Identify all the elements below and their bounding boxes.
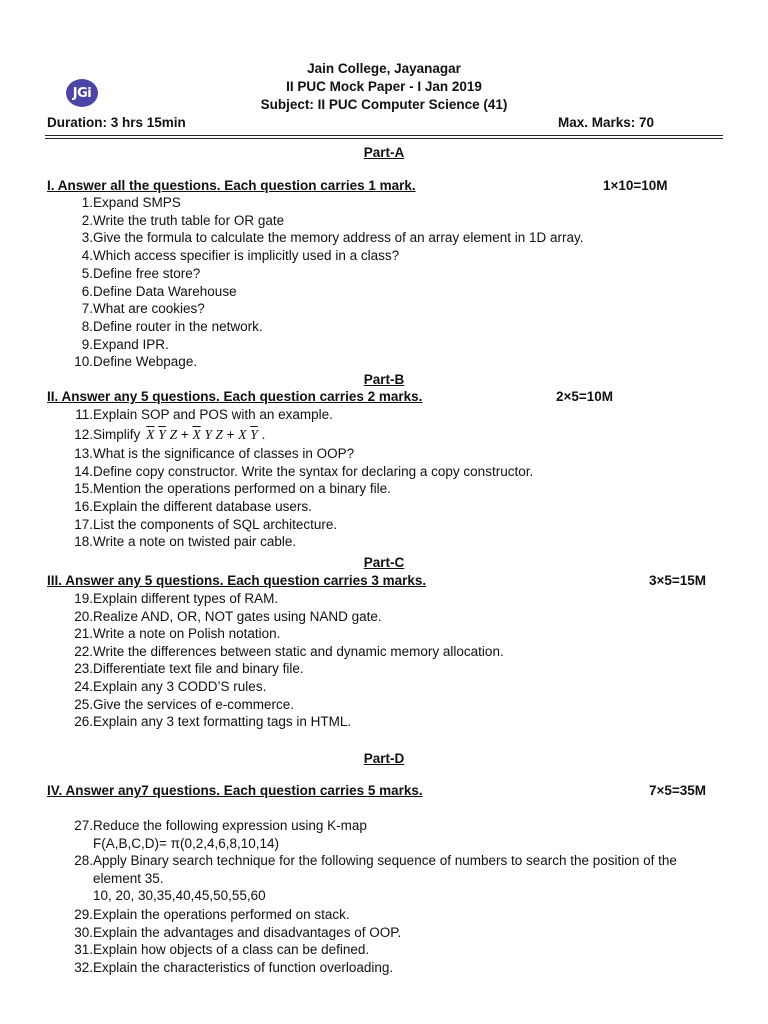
question-number: 27. xyxy=(74,818,93,833)
part-d-title: Part-D xyxy=(363,751,405,766)
question-10 xyxy=(62,353,722,371)
question-27 xyxy=(62,817,722,852)
question-number: 13. xyxy=(74,446,93,462)
question-text: Define free store? xyxy=(93,265,201,281)
college-name: Jain College, Jayanagar xyxy=(307,61,461,76)
question-number: 12. xyxy=(74,426,93,442)
logo-text: JGi xyxy=(72,85,92,101)
question-number: 22. xyxy=(74,643,93,659)
question-text: What are cookies? xyxy=(93,301,205,317)
question-22 xyxy=(62,643,722,661)
question-text: Explain any 3 text formatting tags in HTML. xyxy=(93,714,352,730)
question-number: 31. xyxy=(74,942,93,958)
question-21 xyxy=(62,625,722,643)
question-text: Explain how objects of a class can be defined. xyxy=(93,942,370,958)
question-number: 5. xyxy=(81,265,93,281)
question-text: Give the formula to calculate the memory address of an array element in 1D array. xyxy=(93,230,584,246)
question-1 xyxy=(62,194,722,212)
question-number: 20. xyxy=(74,608,93,624)
part-b-title: Part-B xyxy=(363,372,405,387)
question-text: Explain different types of RAM. xyxy=(93,591,279,606)
part-c-instruction: III. Answer any 5 questions. Each question carries 3 marks. xyxy=(47,573,427,588)
part-c-marks: 3×5=15M xyxy=(649,573,707,588)
question-13 xyxy=(62,445,722,463)
question-number: 2. xyxy=(81,212,93,228)
question-8 xyxy=(62,318,722,336)
question-text: Explain the different database users. xyxy=(93,499,312,514)
part-d-marks: 7×5=35M xyxy=(649,783,707,798)
question-text: Expand IPR. xyxy=(93,336,169,352)
question-text: Mention the operations performed on a binary file. xyxy=(93,481,391,497)
question-number: 8. xyxy=(81,318,93,334)
subject-title: Subject: II PUC Computer Science (41) xyxy=(260,97,508,112)
part-a-instruction: I. Answer all the questions. Each question carries 1 mark. xyxy=(47,178,416,193)
question-17 xyxy=(62,516,722,534)
question-26 xyxy=(62,713,722,731)
question-text: Reduce the following expression using K-map xyxy=(93,818,367,833)
question-23 xyxy=(62,660,722,678)
question-2 xyxy=(62,212,722,230)
question-11 xyxy=(62,406,722,424)
question-9 xyxy=(62,336,722,354)
part-b-instruction: II. Answer any 5 questions. Each question carries 2 marks. xyxy=(47,389,423,404)
question-3 xyxy=(62,229,722,247)
paper-title: II PUC Mock Paper - I Jan 2019 xyxy=(286,79,482,94)
question-4 xyxy=(62,247,722,265)
part-c-title: Part-C xyxy=(363,555,405,570)
question-29 xyxy=(62,906,722,924)
question-text: Define Data Warehouse xyxy=(93,283,237,299)
question-text: Differentiate text file and binary file. xyxy=(93,661,304,677)
question-text: List the components of SQL architecture. xyxy=(93,516,338,532)
question-number: 6. xyxy=(81,283,93,299)
question-15 xyxy=(62,480,722,498)
question-number: 7. xyxy=(81,301,93,317)
question-number: 25. xyxy=(74,696,93,712)
question-5 xyxy=(62,265,722,283)
question-number: 15. xyxy=(74,481,93,497)
question-30 xyxy=(62,924,722,942)
question-text: Explain any 3 CODD’S rules. xyxy=(93,679,267,694)
question-text: Define router in the network. xyxy=(93,318,263,334)
boolean-expression: $\overline{X}$ $\overline{Y}$ $Z + \overline{X}$ Y Z + X $\overline{Y}$ . xyxy=(146,426,266,442)
question-number: 23. xyxy=(74,661,93,677)
question-number: 4. xyxy=(81,248,93,264)
question-7 xyxy=(62,300,722,318)
question-text: Write the differences between static and dynamic memory allocation. xyxy=(93,643,504,659)
max-marks: Max. Marks: 70 xyxy=(558,115,655,130)
question-31 xyxy=(62,941,722,959)
question-25 xyxy=(62,696,722,714)
question-text: Explain the characteristics of function overloading. xyxy=(93,959,394,975)
question-20 xyxy=(62,608,722,626)
question-text-continued: element 35. xyxy=(93,870,164,886)
question-number: 11. xyxy=(75,407,93,422)
question-text: Which access specifier is implicitly used in a class? xyxy=(93,248,400,264)
question-text: Simplify $\overline{X}$ $\overline{Y}$ $Z + \overline{X}$ Y Z + X $\overline{Y}$ . xyxy=(93,426,266,442)
question-number: 9. xyxy=(81,336,93,352)
question-number: 30. xyxy=(74,924,93,940)
part-d-instruction: IV. Answer any7 questions. Each question carries 5 marks. xyxy=(47,783,423,798)
question-text: Give the services of e-commerce. xyxy=(93,696,295,712)
question-24 xyxy=(62,678,722,696)
question-number: 17. xyxy=(74,516,93,532)
question-number: 21. xyxy=(74,626,93,642)
question-text: Realize AND, OR, NOT gates using NAND gate. xyxy=(93,608,382,624)
question-32 xyxy=(62,959,722,977)
question-number: 1. xyxy=(81,195,93,210)
question-number: 18. xyxy=(74,534,93,550)
question-12 xyxy=(62,426,722,444)
header-divider-2 xyxy=(45,138,723,139)
question-text: Write the truth table for OR gate xyxy=(93,212,285,228)
question-text: Define Webpage. xyxy=(93,354,198,370)
question-28 xyxy=(62,852,722,905)
question-number: 10. xyxy=(74,354,93,370)
question-text: What is the significance of classes in OOP? xyxy=(93,446,355,462)
question-number: 29. xyxy=(74,907,93,922)
question-text: Define copy constructor. Write the syntax for declaring a copy constructor. xyxy=(93,463,534,479)
question-number: 14. xyxy=(74,463,93,479)
question-number: 32. xyxy=(74,959,93,975)
question-number: 19. xyxy=(74,591,93,606)
question-text: Explain the advantages and disadvantages of OOP. xyxy=(93,924,402,940)
question-number: 24. xyxy=(74,679,93,694)
question-text: Explain SOP and POS with an example. xyxy=(93,407,333,422)
question-text: Explain the operations performed on stack. xyxy=(93,907,350,922)
question-formula: F(A,B,C,D)= π(0,2,4,6,8,10,14) xyxy=(93,835,280,851)
question-sequence: 10, 20, 30,35,40,45,50,55,60 xyxy=(93,888,266,904)
question-text: Apply Binary search technique for the following sequence of numbers to search the position of the xyxy=(93,853,677,868)
question-18 xyxy=(62,533,722,551)
duration: Duration: 3 hrs 15min xyxy=(47,115,186,130)
question-text: Write a note on twisted pair cable. xyxy=(93,534,297,550)
question-19 xyxy=(62,590,722,608)
question-number: 16. xyxy=(74,499,93,514)
question-text: Write a note on Polish notation. xyxy=(93,626,281,642)
header-divider xyxy=(45,135,723,136)
question-6 xyxy=(62,283,722,301)
question-number: 3. xyxy=(81,230,93,246)
part-b-marks: 2×5=10M xyxy=(556,389,614,404)
part-a-title: Part-A xyxy=(363,145,405,160)
question-14 xyxy=(62,463,722,481)
part-a-marks: 1×10=10M xyxy=(603,178,668,193)
question-text: Expand SMPS xyxy=(93,195,181,210)
question-number: 26. xyxy=(74,714,93,730)
question-16 xyxy=(62,498,722,516)
question-number: 28. xyxy=(74,853,93,868)
